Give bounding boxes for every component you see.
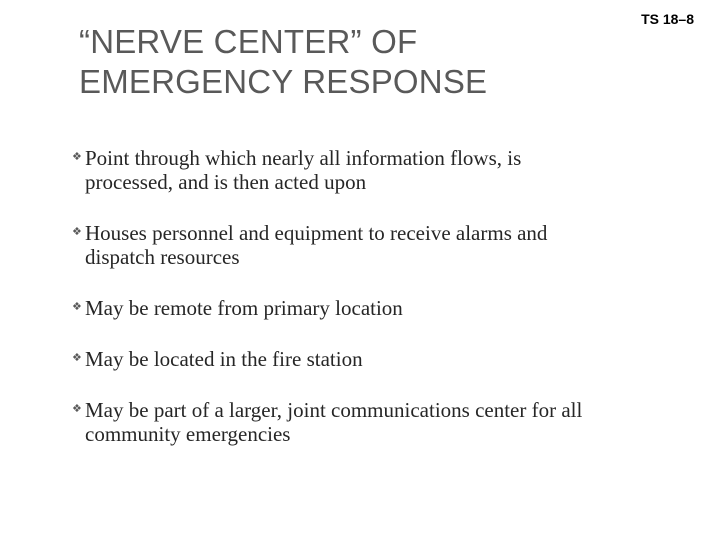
bullet-text-line: Point through which nearly all information flows, is: [85, 146, 522, 170]
bullet-text-line: dispatch resources: [85, 245, 240, 269]
bullet-text-line: May be remote from primary location: [85, 296, 403, 320]
bullet-icon: ❖: [72, 351, 82, 364]
bullet-item: [72, 146, 682, 194]
bullet-icon: ❖: [72, 300, 82, 313]
bullet-icon: ❖: [72, 225, 82, 238]
bullet-text-line: May be located in the fire station: [85, 347, 363, 371]
bullet-icon: ❖: [72, 150, 82, 163]
bullet-item: [72, 398, 682, 446]
bullet-item: [72, 296, 682, 320]
bullet-list: [72, 146, 682, 446]
slide-title-line-2: EMERGENCY RESPONSE: [79, 63, 488, 100]
bullet-text-line: May be part of a larger, joint communications center for all: [85, 398, 583, 422]
bullet-item: [72, 221, 682, 269]
bullet-text-line: community emergencies: [85, 422, 291, 446]
bullet-text-line: processed, and is then acted upon: [85, 170, 367, 194]
slide-title: [79, 22, 599, 102]
slide-title-line-1: “NERVE CENTER” OF: [79, 23, 418, 60]
slide-number: TS 18–8: [641, 11, 694, 27]
bullet-item: [72, 347, 682, 371]
bullet-icon: ❖: [72, 402, 82, 415]
bullet-text-line: Houses personnel and equipment to receive alarms and: [85, 221, 548, 245]
